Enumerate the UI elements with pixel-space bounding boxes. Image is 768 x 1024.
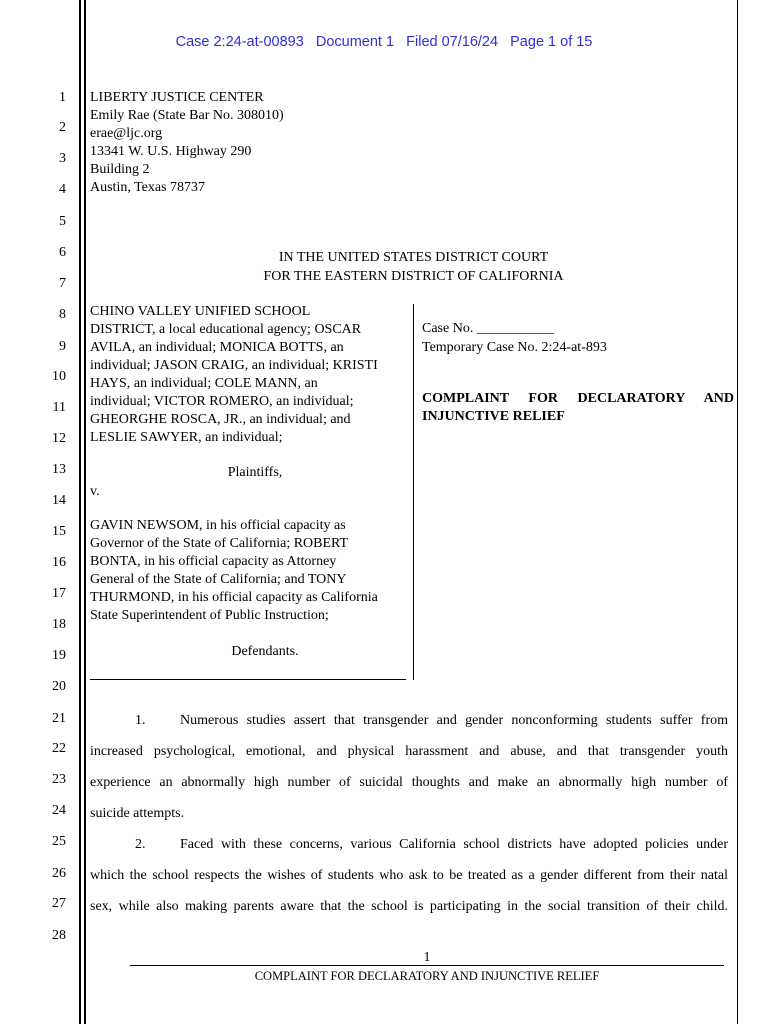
filed-date: Filed 07/16/24: [406, 34, 499, 50]
case-number-blank: Case No. ___________: [422, 321, 554, 336]
footer-page-number: 1: [423, 950, 431, 965]
caption-vertical-divider: [413, 304, 414, 680]
line-number: 17: [52, 586, 66, 601]
page-indicator: Page 1 of 15: [510, 34, 593, 50]
defendants-role: Defendants.: [231, 644, 299, 659]
case-number: Case 2:24-at-00893: [175, 34, 304, 50]
line-number: 13: [52, 462, 66, 477]
plaintiffs-role: Plaintiffs,: [227, 465, 283, 480]
attorney-building: Building 2: [90, 162, 150, 177]
plaintiff-line: LESLIE SAWYER, an individual;: [90, 430, 283, 445]
line-number: 23: [52, 772, 66, 787]
line-number: 25: [52, 834, 66, 849]
attorney-name: Emily Rae (State Bar No. 308010): [90, 108, 284, 123]
plaintiff-line: HAYS, an individual; COLE MANN, an: [90, 376, 318, 391]
line-number: 16: [52, 555, 66, 570]
paragraph-number: 2.: [135, 837, 146, 852]
plaintiff-line: GHEORGHE ROSCA, JR., an individual; and: [90, 412, 351, 427]
line-number: 14: [52, 493, 66, 508]
plaintiff-line: DISTRICT, a local educational agency; OSCAR: [90, 322, 362, 337]
defendant-line: State Superintendent of Public Instruction;: [90, 608, 329, 623]
complaint-title-line2: INJUNCTIVE RELIEF: [422, 409, 565, 424]
line-number: 18: [52, 617, 66, 632]
line-number: 28: [52, 928, 66, 943]
attorney-city: Austin, Texas 78737: [90, 180, 206, 195]
attorney-address: 13341 W. U.S. Highway 290: [90, 144, 252, 159]
left-margin-rule-outer: [79, 0, 81, 1024]
paragraph-line: Faced with these concerns, various California school districts have adopted policies under: [180, 837, 728, 852]
paragraph-line: suicide attempts.: [90, 806, 185, 821]
defendant-line: THURMOND, in his official capacity as California: [90, 590, 378, 605]
line-number: 24: [52, 803, 66, 818]
defendant-line: BONTA, in his official capacity as Attorney: [90, 554, 337, 569]
caption-bottom-rule: [90, 679, 406, 680]
plaintiff-line: CHINO VALLEY UNIFIED SCHOOL: [90, 304, 311, 319]
line-number: 2: [59, 120, 66, 135]
paragraph-line: Numerous studies assert that transgender and gender nonconforming students suffer from: [180, 713, 728, 728]
temporary-case-number: Temporary Case No. 2:24-at-893: [422, 340, 607, 355]
paragraph-line: increased psychological, emotional, and physical harassment and abuse, and that transgender youth: [90, 744, 728, 759]
document-number: Document 1: [315, 34, 395, 50]
defendant-line: General of the State of California; and TONY: [90, 572, 347, 587]
line-number: 12: [52, 431, 66, 446]
line-number: 10: [52, 369, 66, 384]
line-number: 1: [59, 90, 66, 105]
right-margin-rule: [737, 0, 738, 1024]
line-number: 22: [52, 741, 66, 756]
line-number: 7: [59, 276, 66, 291]
line-number: 8: [59, 307, 66, 322]
line-number: 3: [59, 151, 66, 166]
attorney-email: erae@ljc.org: [90, 126, 163, 141]
line-number: 20: [52, 679, 66, 694]
plaintiff-line: individual; VICTOR ROMERO, an individual;: [90, 394, 354, 409]
attorney-firm: LIBERTY JUSTICE CENTER: [90, 90, 264, 105]
line-number: 5: [59, 214, 66, 229]
footer-title: COMPLAINT FOR DECLARATORY AND INJUNCTIVE RELIEF: [254, 969, 600, 983]
court-name: IN THE UNITED STATES DISTRICT COURT: [278, 250, 549, 265]
line-number: 15: [52, 524, 66, 539]
line-number: 11: [52, 400, 66, 415]
paragraph-line: which the school respects the wishes of students who ask to be treated as a gender different from their natal: [90, 868, 728, 883]
line-number: 19: [52, 648, 66, 663]
defendant-line: GAVIN NEWSOM, in his official capacity as: [90, 518, 346, 533]
ecf-header: [0, 34, 768, 50]
line-number: 27: [52, 896, 66, 911]
versus: v.: [90, 484, 100, 499]
defendant-line: Governor of the State of California; ROBERT: [90, 536, 349, 551]
line-number: 26: [52, 866, 66, 881]
paragraph-number: 1.: [135, 713, 146, 728]
footer-rule: [130, 965, 724, 966]
paragraph-line: sex, while also making parents aware that the school is participating in the social transition of their child.: [90, 899, 728, 914]
paragraph-line: experience an abnormally high number of suicidal thoughts and make an abnormally high number of: [90, 775, 728, 790]
line-number: 21: [52, 711, 66, 726]
plaintiff-line: AVILA, an individual; MONICA BOTTS, an: [90, 340, 344, 355]
line-number: 6: [59, 245, 66, 260]
court-district: FOR THE EASTERN DISTRICT OF CALIFORNIA: [263, 269, 564, 284]
left-margin-rule-inner: [84, 0, 86, 1024]
line-number: 4: [59, 182, 66, 197]
complaint-title-line1: COMPLAINT FOR DECLARATORY AND: [422, 391, 734, 406]
line-number: 9: [59, 339, 66, 354]
plaintiff-line: individual; JASON CRAIG, an individual; KRISTI: [90, 358, 378, 373]
